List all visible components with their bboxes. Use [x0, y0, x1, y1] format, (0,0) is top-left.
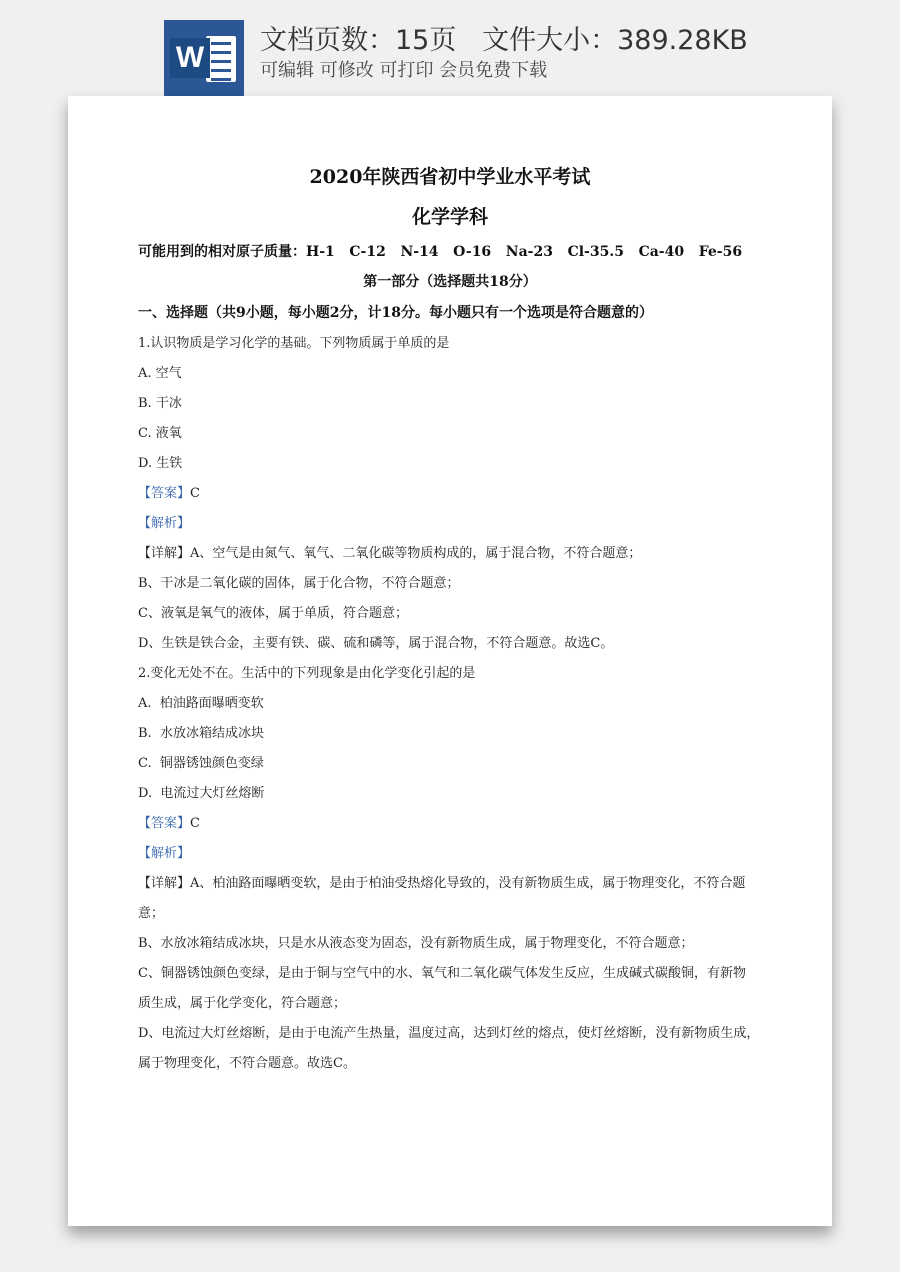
q1-analysis-label: 【解析】 [138, 516, 191, 531]
q2-detail-line: 【详解】A、柏油路面曝晒变软，是由于柏油受热熔化导致的，没有新物质生成，属于物理变化，不符合题 [138, 876, 746, 891]
answer-label: 【答案】 [138, 486, 191, 501]
q2-detail-line: 质生成，属于化学变化，符合题意； [138, 996, 347, 1011]
file-info-title: 文档页数：15页 文件大小：389.28KB [260, 25, 748, 56]
word-doc-icon [164, 20, 244, 96]
q1-answer [138, 482, 200, 501]
q2-option-b: B. 水放冰箱结成冰块 [138, 726, 264, 741]
part-heading: 第一部分（选择题共18分） [363, 274, 537, 290]
document-page [68, 96, 832, 1226]
q2-stem: 2.变化无处不在。生活中的下列现象是由化学变化引起的是 [138, 666, 476, 681]
q2-answer [138, 812, 200, 831]
q2-detail-line: B、水放冰箱结成冰块，只是水从液态变为固态，没有新物质生成，属于物理变化，不符合题意； [138, 936, 694, 951]
q1-option-a: A. 空气 [138, 366, 182, 381]
q1-detail-line: D、生铁是铁合金，主要有铁、碳、硫和磷等，属于混合物，不符合题意。故选C。 [138, 636, 614, 651]
q2-option-a: A. 柏油路面曝晒变软 [138, 696, 264, 711]
q2-analysis-label: 【解析】 [138, 846, 191, 861]
q1-option-c: C. 液氧 [138, 426, 182, 441]
q1-detail-line: C、液氧是氧气的液体，属于单质，符合题意； [138, 606, 408, 621]
answer-value: C [190, 486, 200, 501]
q1-detail-line: B、干冰是二氧化碳的固体，属于化合物，不符合题意； [138, 576, 460, 591]
q2-detail-line: D、电流过大灯丝熔断，是由于电流产生热量，温度过高，达到灯丝的熔点，使灯丝熔断，没有新物质生成， [138, 1026, 760, 1041]
answer-value: C [190, 816, 200, 831]
q2-option-d: D. 电流过大灯丝熔断 [138, 786, 265, 801]
q1-option-b: B. 干冰 [138, 396, 182, 411]
q2-detail-line: 意； [138, 906, 165, 921]
section-heading: 一、选择题（共9小题，每小题2分，计18分。每小题只有一个选项是符合题意的） [138, 305, 653, 321]
exam-title: 2020年陕西省初中学业水平考试 [309, 166, 591, 188]
q1-detail-line: 【详解】A、空气是由氮气、氧气、二氧化碳等物质构成的，属于混合物，不符合题意； [138, 546, 642, 561]
subject-title: 化学学科 [411, 206, 488, 228]
file-info-subtitle: 可编辑 可修改 可打印 会员免费下载 [260, 60, 548, 81]
answer-label: 【答案】 [138, 816, 191, 831]
word-letter: W [170, 38, 210, 78]
q2-option-c: C. 铜器锈蚀颜色变绿 [138, 756, 264, 771]
atomic-mass-line: 可能用到的相对原子质量：H-1 C-12 N-14 O-16 Na-23 Cl-35.5 Ca-40 Fe-56 [138, 244, 743, 260]
q1-option-d: D. 生铁 [138, 456, 183, 471]
download-banner [0, 0, 900, 96]
q2-detail-line: C、铜器锈蚀颜色变绿，是由于铜与空气中的水、氧气和二氧化碳气体发生反应，生成碱式碳酸铜，有新物 [138, 966, 746, 981]
q1-stem: 1.认识物质是学习化学的基础。下列物质属于单质的是 [138, 336, 450, 351]
q2-detail-line: 属于物理变化，不符合题意。故选C。 [138, 1056, 356, 1071]
